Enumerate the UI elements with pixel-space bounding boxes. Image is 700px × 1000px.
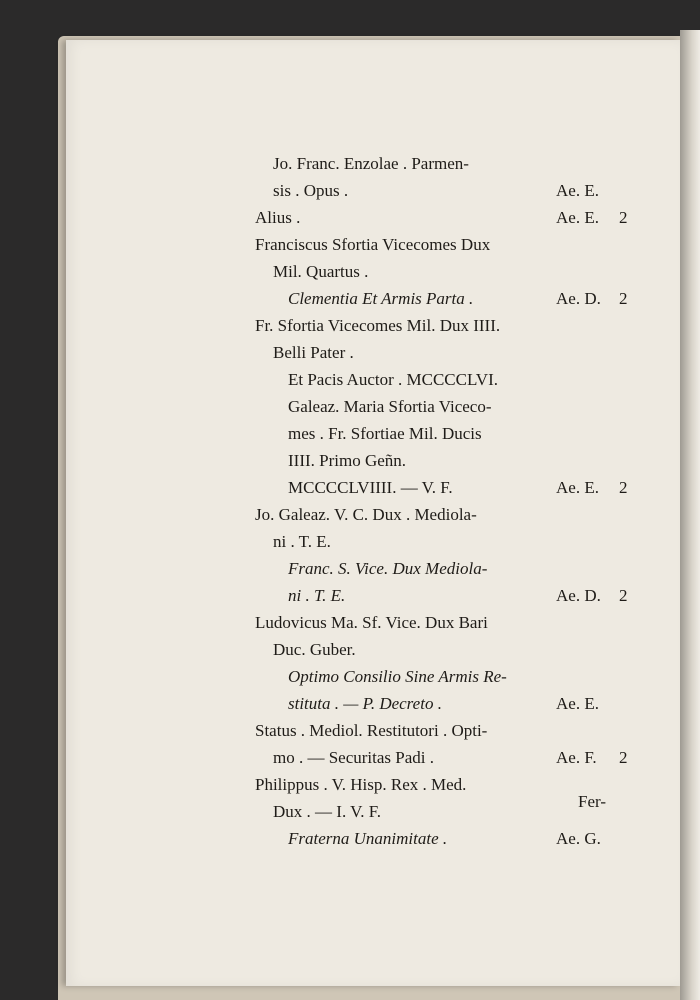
entry-count: 2 xyxy=(619,586,628,605)
entry-text: Galeaz. Maria Sfortia Vicеco- xyxy=(288,397,492,416)
entry-text: Duc. Guber. xyxy=(273,640,356,659)
catalogue-line xyxy=(255,312,645,339)
catalogue-line xyxy=(255,258,645,285)
catalogue-line xyxy=(255,717,645,744)
catalogue-line xyxy=(255,609,645,636)
catalogue-line xyxy=(255,204,645,231)
entry-count: 2 xyxy=(619,289,628,308)
entry-count: 2 xyxy=(619,208,628,227)
catalogue-line xyxy=(255,447,645,474)
catalogue-line xyxy=(255,528,645,555)
entry-text: Philippus . V. Hisp. Rex . Med. xyxy=(255,775,467,794)
entry-text: ni . T. E. xyxy=(288,586,346,605)
entry-text: Franc. S. Vice. Dux Mediola- xyxy=(288,559,488,578)
entry-text: Fr. Sfortia Vicecomes Mil. Dux IIII. xyxy=(255,316,501,335)
catalogue-line xyxy=(255,555,645,582)
catchword: Fer- xyxy=(578,792,606,811)
catalogue-line xyxy=(255,150,645,177)
catalogue-line xyxy=(255,744,645,771)
entry-text: mo . — Securitas Padi . xyxy=(273,748,435,767)
entry-reference: Ae. F. xyxy=(556,748,597,767)
entry-text: sis . Opus . xyxy=(273,181,349,200)
catalogue-line xyxy=(255,474,645,501)
entry-text: mes . Fr. Sfortiae Mil. Ducis xyxy=(288,424,482,443)
catalogue-line xyxy=(255,366,645,393)
entry-reference: Ae. E. xyxy=(556,478,599,497)
catalogue-line xyxy=(255,636,645,663)
catalogue-line xyxy=(255,825,645,852)
entry-text: Ludovicus Ma. Sf. Vice. Dux Bari xyxy=(255,613,488,632)
catalogue-line xyxy=(255,690,645,717)
entry-text: stituta . — P. Decreto . xyxy=(288,694,442,713)
catalogue-line xyxy=(255,501,645,528)
catalogue-line xyxy=(255,393,645,420)
entry-text: Clementia Et Armis Parta . xyxy=(288,289,474,308)
entry-text: Et Pacis Auctor . MCCCCLVI. xyxy=(288,370,498,389)
entry-reference: Ae. E. xyxy=(556,181,599,200)
coin-catalogue-list xyxy=(255,150,645,852)
entry-text: Optimo Consilio Sine Armis Re- xyxy=(288,667,507,686)
entry-text: Alius . xyxy=(255,208,301,227)
entry-count: 2 xyxy=(619,748,628,767)
entry-reference: Ae. D. xyxy=(556,586,601,605)
entry-text: Dux . — I. V. F. xyxy=(273,802,382,821)
entry-text: Franciscus Sfortia Vicecomes Dux xyxy=(255,235,491,254)
entry-text: MCCCCLVIIII. — V. F. xyxy=(288,478,453,497)
entry-text: Jo. Franc. Enzolae . Parmen- xyxy=(273,154,469,173)
entry-text: ni . T. E. xyxy=(273,532,331,551)
entry-reference: Ae. G. xyxy=(556,829,601,848)
catalogue-line xyxy=(255,663,645,690)
catalogue-line xyxy=(255,420,645,447)
entry-count: 2 xyxy=(619,478,628,497)
entry-text: Belli Pater . xyxy=(273,343,354,362)
entry-text: IIII. Primo Geñn. xyxy=(288,451,407,470)
catalogue-line xyxy=(255,339,645,366)
catalogue-line xyxy=(255,231,645,258)
catalogue-line xyxy=(255,177,645,204)
catalogue-line xyxy=(255,582,645,609)
entry-reference: Ae. D. xyxy=(556,289,601,308)
entry-text: Fraterna Unanimitate . xyxy=(288,829,448,848)
entry-text: Mil. Quartus . xyxy=(273,262,369,281)
entry-text: Jo. Galeaz. V. C. Dux . Mediola- xyxy=(255,505,477,524)
catalogue-line xyxy=(255,285,645,312)
entry-reference: Ae. E. xyxy=(556,208,599,227)
entry-text: Status . Mediol. Restitutori . Opti- xyxy=(255,721,488,740)
book-gutter xyxy=(680,30,700,1000)
entry-reference: Ae. E. xyxy=(556,694,599,713)
